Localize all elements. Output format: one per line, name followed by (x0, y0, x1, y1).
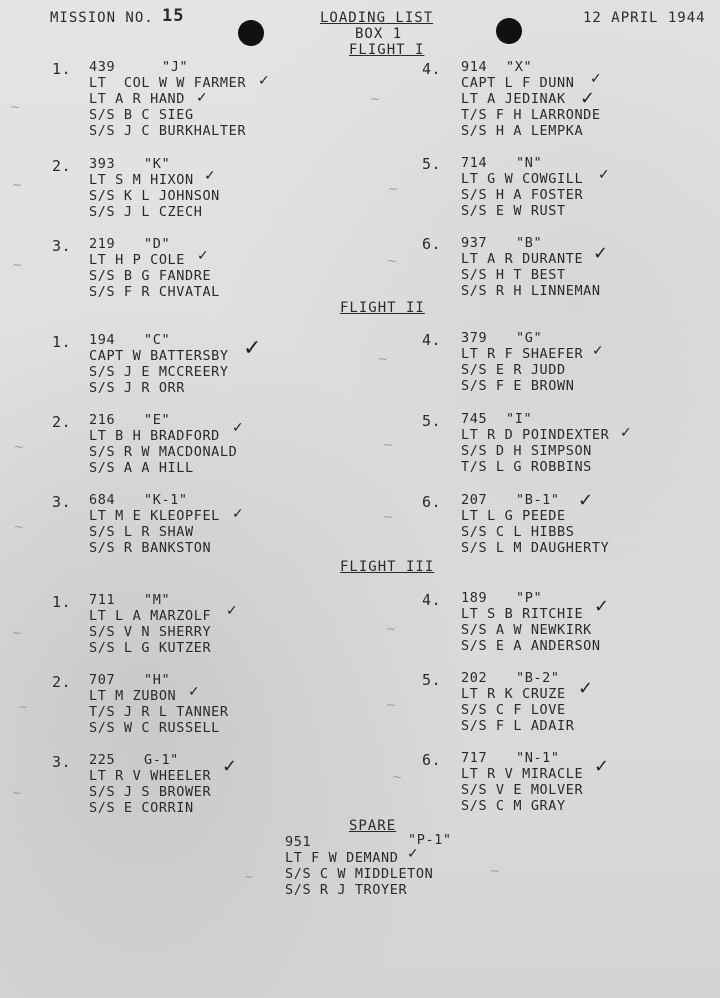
crew-list (461, 686, 574, 734)
crew-member: S/S J S BROWER (89, 784, 212, 800)
check-mark-icon: ✓ (620, 425, 632, 441)
crew-member: LT R D POINDEXTER (461, 427, 610, 443)
plane-callsign: "D" (144, 236, 171, 252)
binder-hole-right (496, 18, 522, 44)
crew-member: S/S F R CHVATAL (89, 284, 220, 300)
crew-list (461, 766, 583, 814)
crew-member: LT A R DURANTE (461, 251, 584, 267)
spare-heading: SPARE (349, 818, 397, 834)
plane-tail-number: 379 (461, 330, 488, 346)
plane-callsign: "N" (516, 155, 543, 171)
crew-member: LT L G PEEDE (461, 508, 566, 524)
crew-member: S/S H T BEST (461, 267, 566, 283)
crew-member: S/S C F LOVE (461, 702, 566, 718)
crew-member: CAPT W BATTERSBY (89, 348, 229, 364)
pencil-mark: ~ (392, 770, 403, 784)
crew-member: S/S D H SIMPSON (461, 443, 592, 459)
check-mark-icon: ✓ (196, 90, 208, 106)
plane-tail-number: 914 (461, 59, 488, 75)
crew-member: LT M E KLEOPFEL (89, 508, 220, 524)
plane-position: 4. (422, 591, 442, 609)
plane-callsign: "K" (144, 156, 171, 172)
crew-member: S/S V E MOLVER (461, 782, 584, 798)
crew-member: S/S W C RUSSELL (89, 720, 220, 736)
crew-member: LT A JEDINAK (461, 91, 566, 107)
plane-tail-number: 717 (461, 750, 488, 766)
plane-callsign: "P-1" (408, 832, 452, 848)
plane-callsign: "M" (144, 592, 171, 608)
plane-callsign: "N-1" (516, 750, 560, 766)
mission-label: MISSION NO. (50, 10, 154, 26)
plane-tail-number: 707 (89, 672, 116, 688)
crew-member: S/S E A ANDERSON (461, 638, 601, 654)
check-mark-icon: ✓ (222, 756, 238, 777)
page-title: LOADING LIST (320, 10, 434, 26)
plane-tail-number: 216 (89, 412, 116, 428)
crew-member: S/S A A HILL (89, 460, 194, 476)
check-mark-icon: ✓ (226, 603, 238, 619)
check-mark-icon: ✓ (204, 168, 216, 184)
plane-position: 1. (52, 333, 72, 351)
plane-tail-number: 439 (89, 59, 116, 75)
crew-member: LT R V MIRACLE (461, 766, 584, 782)
plane-callsign: "B" (516, 235, 543, 251)
plane-tail-number: 714 (461, 155, 488, 171)
box-label: BOX 1 (355, 26, 403, 42)
check-mark-icon: ✓ (593, 243, 609, 264)
plane-tail-number: 189 (461, 590, 488, 606)
pencil-mark: ~ (12, 258, 23, 272)
pencil-mark: ~ (490, 864, 501, 878)
crew-member: S/S A W NEWKIRK (461, 622, 592, 638)
plane-callsign: G-1" (144, 752, 179, 768)
plane-tail-number: 225 (89, 752, 116, 768)
crew-member: S/S H A FOSTER (461, 187, 584, 203)
plane-callsign: "H" (144, 672, 171, 688)
check-mark-icon: ✓ (590, 71, 602, 87)
plane-position: 3. (52, 493, 72, 511)
plane-position: 4. (422, 60, 442, 78)
crew-member: LT M ZUBON (89, 688, 177, 704)
plane-tail-number: 711 (89, 592, 116, 608)
check-mark-icon: ✓ (594, 596, 610, 617)
crew-member: S/S K L JOHNSON (89, 188, 220, 204)
pencil-mark: ~ (378, 352, 389, 366)
crew-list (89, 75, 246, 139)
crew-member: S/S E R JUDD (461, 362, 566, 378)
crew-list (89, 348, 229, 396)
mission-number: 15 (162, 6, 185, 26)
pencil-mark: ~ (383, 510, 394, 524)
check-mark-icon: ✓ (598, 167, 610, 183)
crew-list (89, 608, 211, 656)
plane-position: 5. (422, 155, 442, 173)
plane-callsign: "G" (516, 330, 543, 346)
plane-callsign: "I" (506, 411, 533, 427)
plane-position: 5. (422, 412, 442, 430)
crew-member: S/S F E BROWN (461, 378, 575, 394)
crew-list (461, 606, 601, 654)
plane-position: 3. (52, 753, 72, 771)
plane-callsign: "J" (162, 59, 189, 75)
crew-member: S/S F L ADAIR (461, 718, 575, 734)
crew-member: S/S E W RUST (461, 203, 566, 219)
plane-tail-number: 207 (461, 492, 488, 508)
plane-position: 6. (422, 751, 442, 769)
crew-list (89, 428, 237, 476)
crew-list (461, 171, 583, 219)
plane-tail-number: 745 (461, 411, 488, 427)
crew-member: S/S R BANKSTON (89, 540, 212, 556)
crew-list (461, 508, 609, 556)
pencil-mark: ~ (386, 622, 397, 636)
plane-callsign: "C" (144, 332, 171, 348)
plane-position: 2. (52, 413, 72, 431)
crew-member: LT S M HIXON (89, 172, 194, 188)
pencil-mark: ~ (12, 786, 23, 800)
crew-member: T/S J R L TANNER (89, 704, 229, 720)
plane-position: 2. (52, 157, 72, 175)
crew-member: S/S L R SHAW (89, 524, 194, 540)
check-mark-icon: ✓ (188, 684, 200, 700)
check-mark-icon: ✓ (592, 343, 604, 359)
plane-tail-number: 393 (89, 156, 116, 172)
check-mark-icon: ✓ (407, 846, 419, 862)
plane-position: 6. (422, 493, 442, 511)
plane-tail-number: 194 (89, 332, 116, 348)
pencil-mark: ~ (370, 92, 381, 106)
plane-position: 1. (52, 60, 72, 78)
crew-member: S/S R J TROYER (285, 882, 408, 898)
crew-member: S/S J E MCCREERY (89, 364, 229, 380)
crew-member: S/S C M GRAY (461, 798, 566, 814)
pencil-mark: ~ (387, 254, 398, 268)
plane-position: 3. (52, 237, 72, 255)
check-mark-icon: ✓ (232, 506, 244, 522)
crew-list (461, 427, 609, 475)
plane-callsign: "X" (506, 59, 533, 75)
check-mark-icon: ✓ (232, 420, 244, 436)
check-mark-icon: ✓ (197, 248, 209, 264)
plane-position: 5. (422, 671, 442, 689)
pencil-mark: ~ (12, 178, 23, 192)
crew-member: S/S H A LEMPKA (461, 123, 584, 139)
pencil-mark: ~ (12, 626, 23, 640)
binder-hole-left (238, 20, 264, 46)
mission-date: 12 APRIL 1944 (583, 10, 706, 26)
pencil-mark: ~ (14, 440, 25, 454)
crew-list (89, 508, 220, 556)
plane-tail-number: 219 (89, 236, 116, 252)
plane-callsign: "B-1" (516, 492, 560, 508)
check-mark-icon: ✓ (578, 490, 594, 511)
crew-member: S/S L G KUTZER (89, 640, 212, 656)
plane-tail-number: 684 (89, 492, 116, 508)
plane-tail-number: 951 (285, 834, 312, 850)
pencil-mark: ~ (18, 700, 29, 714)
crew-member: S/S J L CZECH (89, 204, 203, 220)
crew-member: LT COL W W FARMER (89, 75, 247, 91)
crew-member: LT A R HAND (89, 91, 186, 107)
crew-member: LT L A MARZOLF (89, 608, 212, 624)
pencil-mark: ~ (244, 870, 255, 884)
crew-member: S/S B C SIEG (89, 107, 194, 123)
crew-member: S/S L M DAUGHERTY (461, 540, 610, 556)
crew-member: LT G W COWGILL (461, 171, 584, 187)
crew-member: T/S L G ROBBINS (461, 459, 592, 475)
crew-member: S/S B G FANDRE (89, 268, 212, 284)
check-mark-icon: ✓ (243, 336, 262, 361)
flight-heading: FLIGHT III (340, 559, 435, 575)
crew-list (89, 768, 211, 816)
crew-list (461, 346, 583, 394)
crew-member: LT F W DEMAND (285, 850, 399, 866)
crew-member: S/S J C BURKHALTER (89, 123, 247, 139)
crew-member: T/S F H LARRONDE (461, 107, 601, 123)
pencil-mark: ~ (10, 100, 21, 114)
plane-position: 1. (52, 593, 72, 611)
pencil-mark: ~ (383, 438, 394, 452)
crew-member: LT B H BRADFORD (89, 428, 220, 444)
plane-position: 2. (52, 673, 72, 691)
crew-list (89, 688, 229, 736)
check-mark-icon: ✓ (580, 88, 596, 109)
pencil-mark: ~ (386, 698, 397, 712)
plane-tail-number: 202 (461, 670, 488, 686)
crew-member: LT S B RITCHIE (461, 606, 584, 622)
crew-member: LT R K CRUZE (461, 686, 566, 702)
flight-heading: FLIGHT II (340, 300, 425, 316)
crew-member: S/S E CORRIN (89, 800, 194, 816)
plane-callsign: "B-2" (516, 670, 560, 686)
plane-callsign: "P" (516, 590, 543, 606)
crew-member: S/S J R ORR (89, 380, 186, 396)
check-mark-icon: ✓ (578, 678, 594, 699)
plane-callsign: "E" (144, 412, 171, 428)
plane-callsign: "K-1" (144, 492, 188, 508)
crew-member: S/S C L HIBBS (461, 524, 575, 540)
check-mark-icon: ✓ (258, 73, 270, 89)
crew-member: LT R V WHEELER (89, 768, 212, 784)
check-mark-icon: ✓ (594, 756, 610, 777)
flight-heading: FLIGHT I (349, 42, 425, 58)
pencil-mark: ~ (14, 520, 25, 534)
crew-member: LT H P COLE (89, 252, 186, 268)
crew-member: S/S R H LINNEMAN (461, 283, 601, 299)
crew-member: S/S C W MIDDLETON (285, 866, 434, 882)
crew-list (461, 251, 601, 299)
plane-position: 4. (422, 331, 442, 349)
crew-member: LT R F SHAEFER (461, 346, 584, 362)
pencil-mark: ~ (388, 182, 399, 196)
crew-list (89, 172, 220, 220)
crew-member: CAPT L F DUNN (461, 75, 575, 91)
crew-member: S/S V N SHERRY (89, 624, 212, 640)
plane-tail-number: 937 (461, 235, 488, 251)
plane-position: 6. (422, 235, 442, 253)
crew-member: S/S R W MACDONALD (89, 444, 238, 460)
